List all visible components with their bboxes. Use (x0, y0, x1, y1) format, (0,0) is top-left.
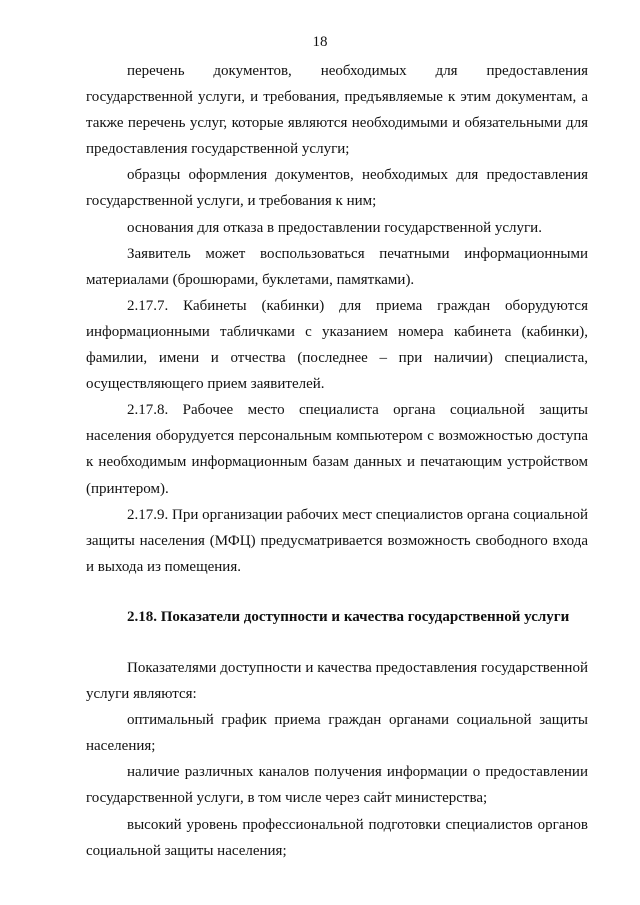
paragraph-document-samples: образцы оформления документов, необходимых для предоставления государственной услуги, и требования к ним; (86, 167, 588, 210)
paragraph-printed-materials: Заявитель может воспользоваться печатными информационными материалами (брошюрами, буклетами, памятками). (86, 245, 588, 288)
page-number: 18 (312, 34, 328, 50)
paragraph-information-channels: наличие различных каналов получения информации о предоставлении государственной услуги, в том числе через сайт министерства; (86, 764, 588, 807)
paragraph-2-17-9: 2.17.9. При организации рабочих мест специалистов органа социальной защиты населения (МФЦ) предусматривается возможность свободного входа и выхода из помещения. (86, 506, 588, 575)
paragraph-staff-training: высокий уровень профессиональной подготовки специалистов органов социальной защиты населения; (86, 816, 588, 859)
paragraph-indicators-intro: Показателями доступности и качества предоставления государственной услуги являются: (86, 659, 588, 703)
paragraph-2-17-8: 2.17.8. Рабочее место специалиста органа социальной защиты населения оборудуется персональным компьютером с возможностью доступа к необходимым информационным базам данных и печатающим устройством (принтером). (86, 402, 588, 497)
paragraph-refusal-grounds: основания для отказа в предоставлении государственной услуги. (127, 219, 542, 236)
paragraph-2-17-7: 2.17.7. Кабинеты (кабинки) для приема граждан оборудуются информационными табличками с указанием номера кабинета (кабинки), фамилии, имени и отчества (последнее – при наличии) специалиста, осуществляющего прием заявителей. (86, 297, 588, 393)
paragraph-documents-list: перечень документов, необходимых для предоставления государственной услуги, и требования, предъявляемые к этим документам, а также перечень услуг, которые являются необходимыми и обязательными для предоставления государственной услуги; (86, 63, 588, 158)
paragraph-optimal-schedule: оптимальный график приема граждан органами социальной защиты населения; (86, 712, 588, 755)
document-body (86, 58, 588, 864)
section-heading-2-18: 2.18. Показатели доступности и качества государственной услуги (127, 608, 570, 625)
